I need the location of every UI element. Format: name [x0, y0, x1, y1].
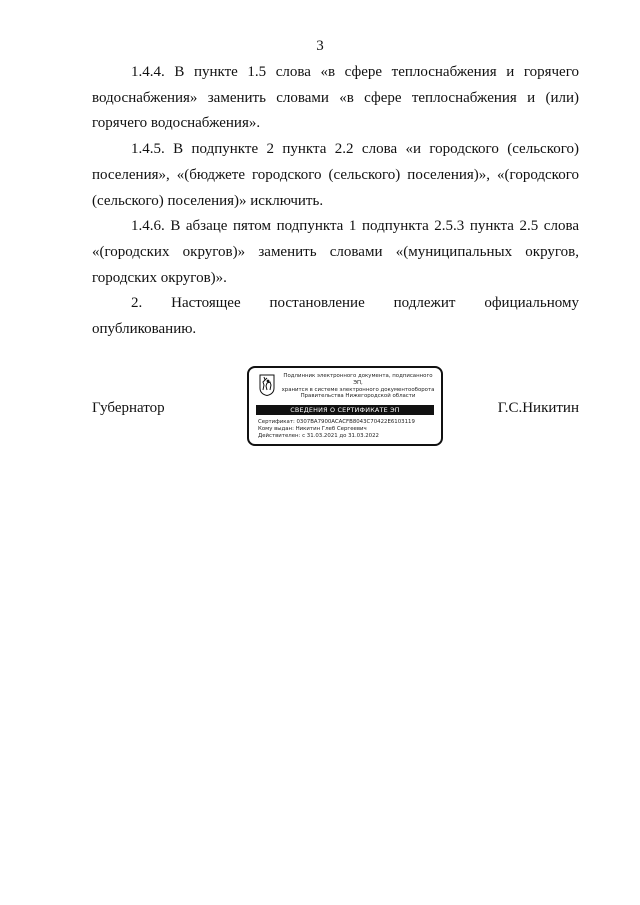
- deer-emblem-icon: [259, 374, 275, 396]
- stamp-details: [258, 419, 435, 440]
- stamp-header-line: хранится в системе электронного документооборота: [281, 386, 435, 393]
- stamp-header-line: Правительства Нижегородской области: [300, 393, 416, 400]
- signer-position: Губернатор: [92, 400, 165, 416]
- stamp-header: [281, 373, 435, 400]
- certificate-owner: Кому выдан: Никитин Глеб Сергеевич: [258, 426, 367, 432]
- paragraph-1-4-5: 1.4.5. В подпункте 2 пункта 2.2 слова «и городского (сельского) поселения», «(бюджете городского (сельского) поселения)», «(городского (сельского) поселения)» исключить.: [92, 141, 579, 209]
- paragraph-1-4-6: 1.4.6. В абзаце пятом подпункта 1 подпункта 2.5.3 пункта 2.5 слова «(городских округов)» заменить словами «(муниципальных округов, городских округов)».: [92, 218, 579, 286]
- electronic-signature-stamp: [247, 366, 443, 446]
- certificate-number: Сертификат: 0307BA7900ACACFB8043C70422E6103119: [258, 419, 415, 425]
- paragraph-2: 2. Настоящее постановление подлежит официальному опубликованию.: [92, 295, 579, 338]
- stamp-header-line: Подлинник электронного документа, подписанного ЭП,: [283, 373, 433, 386]
- certificate-validity: Действителен: с 31.03.2021 до 31.03.2022: [258, 433, 379, 439]
- page-number: 3: [316, 38, 324, 54]
- signer-name: Г.С.Никитин: [497, 400, 579, 416]
- stamp-title-bar: СВЕДЕНИЯ О СЕРТИФИКАТЕ ЭП: [256, 405, 434, 415]
- document-body: [92, 60, 579, 343]
- paragraph-1-4-4: 1.4.4. В пункте 1.5 слова «в сфере теплоснабжения и горячего водоснабжения» заменить словами «в сфере теплоснабжения и (или) горячего водоснабжения».: [92, 64, 579, 132]
